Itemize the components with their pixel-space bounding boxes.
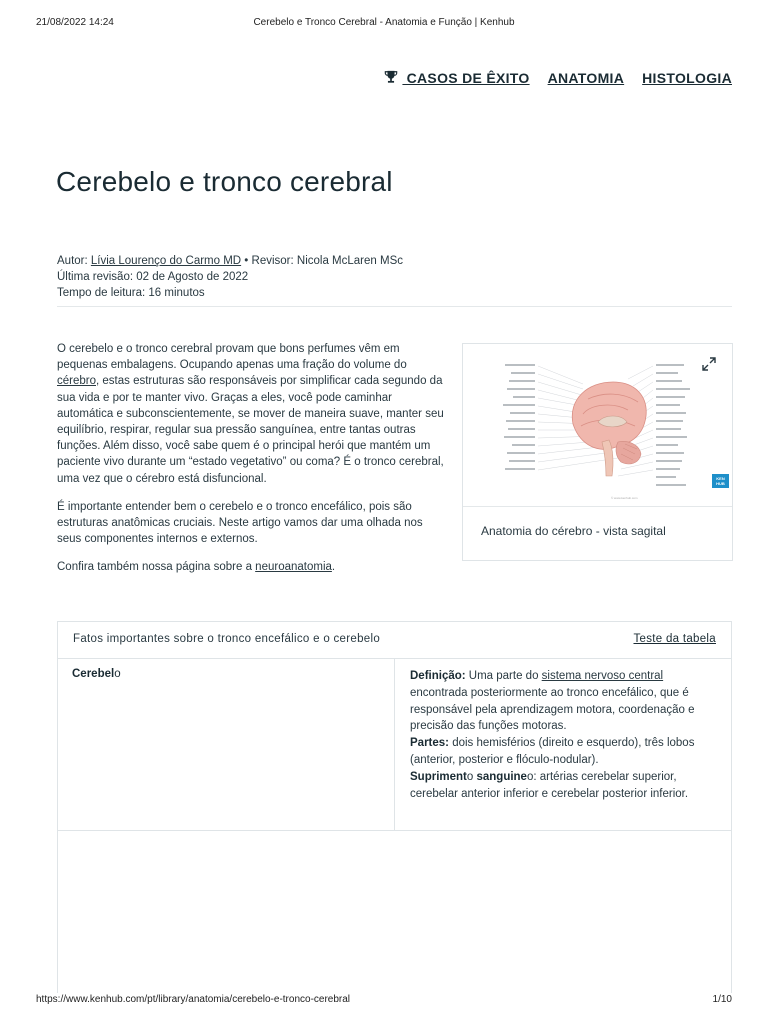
- parts-value: dois hemisférios (direito e esquerdo), três lobos (anterior, posterior e flóculo-nodular).: [410, 737, 695, 766]
- intro-text: O cerebelo e o tronco cerebral provam que bons perfumes vêm em pequenas embalagens. Ocupando apenas uma fração do volume do: [57, 343, 407, 372]
- parts-label: Partes:: [410, 737, 449, 750]
- trophy-icon: [384, 70, 398, 84]
- term-cell: [58, 659, 395, 830]
- facts-table-header: [58, 622, 731, 659]
- blood-supply-text: [410, 769, 717, 803]
- reading-time: Tempo de leitura: 16 minutos: [57, 287, 205, 299]
- intro-paragraph-2: É importante entender bem o cerebelo e o tronco encefálico, pois são estruturas anatômicas cruciais. Neste artigo vamos dar uma olhada nos seus componentes internos e externos.: [57, 500, 423, 546]
- parts-text: [410, 735, 717, 769]
- article-intro: [57, 341, 445, 588]
- definition-text-part: Uma parte do: [465, 670, 542, 682]
- nav-anatomy-link[interactable]: ANATOMIA: [547, 70, 625, 86]
- table-row: [58, 659, 731, 831]
- author-prefix: Autor:: [57, 255, 91, 267]
- nav-item-label: CASOS DE ÊXITO: [402, 70, 530, 86]
- print-document-title: Cerebelo e Tronco Cerebral - Anatomia e Função | Kenhub: [253, 17, 515, 28]
- reviewer-text: • Revisor: Nicola McLaren MSc: [241, 255, 403, 267]
- table-quiz-link[interactable]: Teste da tabela: [633, 633, 716, 645]
- blood-value: artérias cerebelar superior, cerebelar anterior inferior e cerebelar posterior inferior.: [410, 770, 689, 800]
- definition-text-part: encontrada posteriormente ao tronco encefálico, que é responsável pela aprendizagem motora, coordenação e precisão das funções motoras.: [410, 686, 695, 733]
- figure-divider: [463, 506, 732, 507]
- intro-paragraph-3: [57, 559, 445, 575]
- term-text: Cerebel: [72, 668, 115, 680]
- kenhub-badge: KEN HUB: [712, 474, 729, 488]
- figure-card[interactable]: [462, 343, 733, 561]
- page-title: Cerebelo e tronco cerebral: [56, 166, 393, 197]
- nav-success-cases-link[interactable]: [384, 70, 529, 86]
- intro-paragraph-1: [57, 341, 445, 487]
- intro-text: .: [331, 561, 336, 574]
- intro-text: Confira também nossa página sobre a: [57, 561, 256, 574]
- author-link[interactable]: Lívia Lourenço do Carmo MD: [90, 255, 242, 267]
- facts-table: [57, 621, 732, 993]
- meta-divider: [57, 306, 732, 307]
- cns-link[interactable]: sistema nervoso central: [541, 670, 664, 682]
- blood-label-part: sanguine: [473, 770, 527, 783]
- brain-sagittal-illustration: [463, 344, 732, 506]
- print-url: https://www.kenhub.com/pt/library/anatomia/cerebelo-e-tronco-cerebral: [36, 994, 351, 1005]
- term-text: o: [114, 668, 121, 680]
- author-line: [57, 253, 732, 269]
- neuroanatomy-link[interactable]: neuroanatomia: [255, 561, 332, 574]
- facts-table-title: Fatos importantes sobre o tronco encefálico e o cerebelo: [73, 633, 381, 645]
- definition-label: Definição:: [410, 670, 466, 682]
- intro-text: , estas estruturas são responsáveis por simplificar cada segundo da sua vida e por te manter vivo. Graças a eles, você pode caminhar automática e subconscientemente, se mover de maneira suave, manter seu equilíbrio, respirar, regular sua pressão sanguínea, entre tantas outras funções. Além disso, você sabe quem é o principal herói que mantém um paciente vivo durante um “estado vegetativo” ou coma? É o tronco cerebral, uma vez que o cérebro está disfuncional.: [57, 375, 444, 485]
- definition-cell: [395, 659, 731, 802]
- blood-label: Supriment: [410, 770, 467, 783]
- article-meta: [57, 253, 732, 301]
- definition-text: [410, 668, 717, 735]
- page-number: 1/10: [712, 994, 732, 1005]
- print-datetime: 21/08/2022 14:24: [36, 17, 114, 28]
- top-nav: [384, 70, 732, 86]
- expand-icon[interactable]: [702, 357, 716, 371]
- svg-text:© www.kenhub.com: © www.kenhub.com: [611, 496, 638, 500]
- last-revision: Última revisão: 02 de Agosto de 2022: [57, 271, 249, 283]
- brain-link[interactable]: cérebro: [57, 375, 96, 388]
- blood-label-part: o: [466, 770, 474, 783]
- nav-histology-link[interactable]: HISTOLOGIA: [642, 70, 732, 86]
- blood-label-part: o:: [526, 770, 537, 783]
- figure-caption: Anatomia do cérebro - vista sagital: [481, 524, 666, 538]
